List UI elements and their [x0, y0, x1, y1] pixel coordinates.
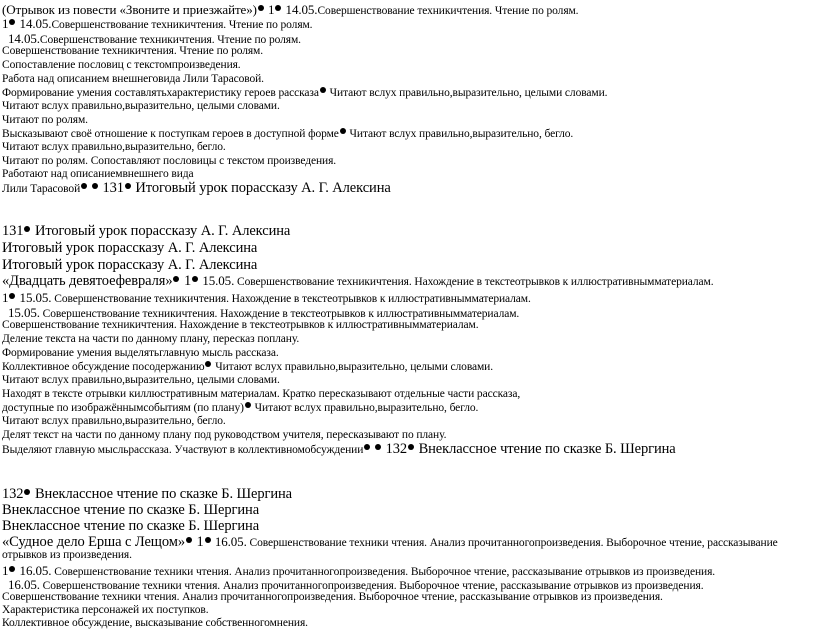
- bullet-icon: [24, 226, 30, 232]
- text-line: Итоговый урок порассказу А. Г. Алексина: [2, 257, 258, 273]
- bullet-icon: [9, 293, 15, 299]
- text-line: Читают вслух правильно,выразительно, бегло.: [2, 415, 226, 427]
- text-line: Формирование умения выделятьглавную мысль рассказа.: [2, 347, 279, 359]
- text-line: Совершенствование техники чтения. Анализ прочитанногопроизведения. Выборочное чтение, рассказывание отрывков из произведения.: [2, 591, 663, 603]
- text-line: отрывков из произведения.: [2, 549, 132, 561]
- text-line: 1 15.05. Совершенствование техникичтения. Нахождение в текстеотрывков к иллюстративнымматериалам.: [2, 290, 531, 305]
- text-line: Итоговый урок порассказу А. Г. Алексина: [2, 240, 258, 256]
- bullet-icon: [9, 566, 15, 572]
- bullet-icon: [92, 183, 98, 189]
- text-line: Внеклассное чтение по сказке Б. Шергина: [2, 518, 260, 534]
- text-line: Читают по ролям.: [2, 114, 88, 126]
- text-line: Коллективное обсуждение, высказывание собственногомнения.: [2, 617, 308, 629]
- text-line: (Отрывок из повести «Звоните и приезжайте») 1 14.05.Совершенствование техникичтения. Чтение по ролям.: [2, 2, 579, 17]
- bullet-icon: [205, 537, 211, 543]
- text-line: Лили Тарасовой 131 Итоговый урок порассказу А. Г. Алексина: [2, 180, 391, 196]
- text-line: Работают над описаниемвнешнего вида: [2, 168, 194, 180]
- text-line: Делят текст на части по данному плану под руководством учителя, пересказывают по плану.: [2, 429, 447, 441]
- bullet-icon: [9, 19, 15, 25]
- text-line: Читают вслух правильно,выразительно, бегло.: [2, 141, 226, 153]
- text-line: Находят в тексте отрывки киллюстративным материалам. Кратко пересказывают отдельные части рассказа,: [2, 388, 521, 400]
- text-line: 131 Итоговый урок порассказу А. Г. Алексина: [2, 223, 291, 239]
- bullet-icon: [275, 5, 281, 11]
- bullet-icon: [24, 489, 30, 495]
- bullet-icon: [186, 537, 192, 543]
- text-line: «Двадцать девятоефевраля» 1 15.05. Совершенствование техникичтения. Нахождение в текстеотрывков к иллюстративнымматериалам.: [2, 273, 714, 289]
- text-line: Читают вслух правильно,выразительно, целыми словами.: [2, 100, 280, 112]
- text-line: Работа над описанием внешнеговида Лили Тарасовой.: [2, 73, 264, 85]
- text-line: Коллективное обсуждение посодержанию Читают вслух правильно,выразительно, целыми словами.: [2, 361, 494, 373]
- bullet-icon: [125, 183, 131, 189]
- bullet-icon: [375, 444, 381, 450]
- bullet-icon: [340, 128, 346, 134]
- text-line: 16.05. Совершенствование техники чтения. Анализ прочитанногопроизведения. Выборочное чтение, рассказывание отрывков из произведения.: [8, 577, 704, 592]
- bullet-icon: [192, 276, 198, 282]
- text-line: Сопоставление пословиц с текстомпроизведения.: [2, 59, 241, 71]
- text-line: Деление текста на части по данному плану, пересказ поплану.: [2, 333, 300, 345]
- text-line: Читают вслух правильно,выразительно, целыми словами.: [2, 374, 280, 386]
- bullet-icon: [364, 444, 370, 450]
- text-line: «Судное дело Ерша с Лещом» 1 16.05. Совершенствование техники чтения. Анализ прочитанногопроизведения. Выборочное чтение, рассказывание: [2, 534, 778, 550]
- text-line: 1 16.05. Совершенствование техники чтения. Анализ прочитанногопроизведения. Выборочное чтение, рассказывание отрывков из произведения.: [2, 563, 716, 578]
- text-line: Характеристика персонажей их поступков.: [2, 604, 209, 616]
- text-line: 14.05.Совершенствование техникичтения. Чтение по ролям.: [8, 31, 301, 46]
- text-line: Формирование умения составлятьхарактеристику героев рассказа Читают вслух правильно,выразительно, целыми словами.: [2, 87, 608, 99]
- text-line: Выделяют главную мысльрассказа. Участвуют в коллективномобсуждении 132 Внеклассное чтение по сказке Б. Шергина: [2, 441, 676, 457]
- text-line: Высказывают своё отношение к поступкам героев в доступной форме Читают вслух правильно,выразительно, бегло.: [2, 128, 574, 140]
- text-line: Совершенствование техникичтения. Чтение по ролям.: [2, 45, 263, 57]
- text-line: Внеклассное чтение по сказке Б. Шергина: [2, 502, 260, 518]
- bullet-icon: [205, 361, 211, 367]
- text-line: Совершенствование техникичтения. Нахождение в текстеотрывков к иллюстративнымматериалам.: [2, 319, 479, 331]
- bullet-icon: [245, 402, 251, 408]
- bullet-icon: [320, 87, 326, 93]
- bullet-icon: [408, 444, 414, 450]
- text-line: доступные по изображённымсобытиям (по плану) Читают вслух правильно,выразительно, бегло.: [2, 402, 479, 414]
- text-line: 1 14.05.Совершенствование техникичтения. Чтение по ролям.: [2, 16, 313, 31]
- text-line: Читают по ролям. Сопоставляют пословицы с текстом произведения.: [2, 155, 337, 167]
- text-line: 15.05. Совершенствование техникичтения. Нахождение в текстеотрывков к иллюстративнымматериалам.: [8, 305, 520, 320]
- bullet-icon: [258, 5, 264, 11]
- text-line: 132 Внеклассное чтение по сказке Б. Шергина: [2, 486, 293, 502]
- bullet-icon: [173, 276, 179, 282]
- bullet-icon: [81, 183, 87, 189]
